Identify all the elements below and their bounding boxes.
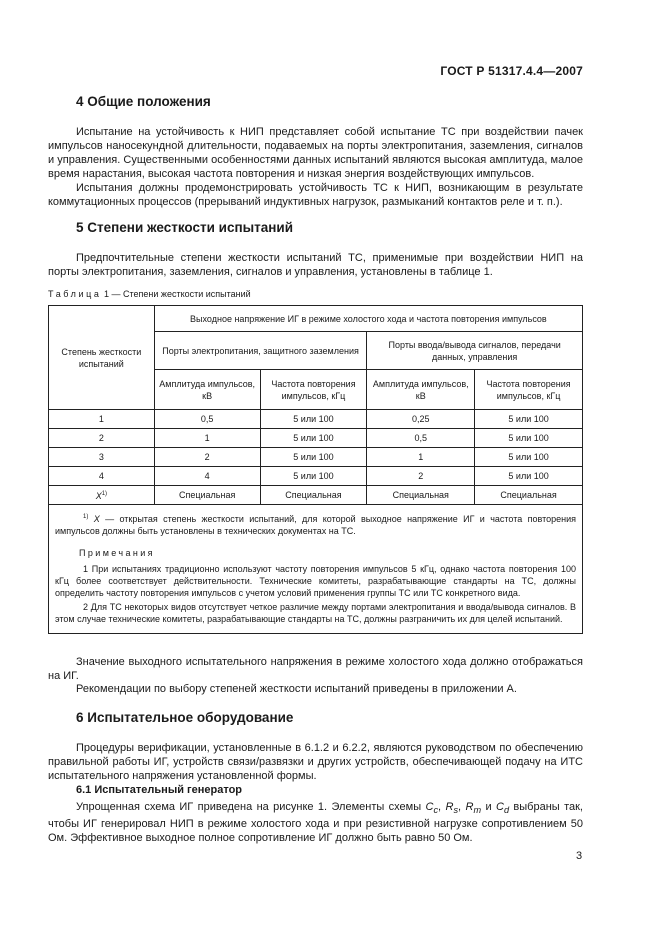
section-5-paragraph-2-text: Значение выходного испытательного напряжения в режиме холостого хода должно отображаться на ИГ. [48,656,583,682]
separator: , [438,801,446,813]
section-6-paragraph-1 [48,741,583,783]
table-cell: Специальная [367,486,475,505]
section-5-paragraph-1-text: Предпочтительные степени жесткости испытаний ТС, применимые при воздействии НИП на порты электропитания, заземления, сигналов и управления, установлены в таблице 1. [48,252,583,278]
document-code: ГОСТ Р 51317.4.4—2007 [440,64,583,78]
header-power-ports: Порты электропитания, защитного заземления [154,332,367,370]
table-cell: Специальная [260,486,367,505]
table-cell: 1 [154,429,260,448]
section-5-paragraph-2 [48,655,583,683]
symbol-cd: C [496,801,504,813]
section-4-paragraph-2-text: Испытания должны продемонстрировать устойчивость ТС к НИП, возникающим в результате коммутационных процессов (прерываний индуктивных нагрузок, размыканий контактов реле и т. п.). [48,182,583,208]
footnote-x: X [93,514,100,524]
table-cell: 0,25 [367,410,475,429]
header-frequency-signal: Частота повторения импульсов, кГц [475,370,583,410]
section-5-title: 5 Степени жесткости испытаний [76,220,294,235]
table-caption-text: 1 — Степени жесткости испытаний [104,289,251,299]
table-cell: 1 [367,448,475,467]
section-6-title: 6 Испытательное оборудование [76,710,294,725]
table-cell: 2 [367,467,475,486]
note-1-text: 1 При испытаниях традиционно используют частоту повторения импульсов 5 кГц, однако частота повторения 100 кГц более соответствует действительности. Технические комитеты, разрабатывающие стандарты на ТС, должны определить частоту повторения импульсов с учетом условий применения группы ТС или ТС конкретного вида. [55,564,576,598]
symbol-rs-sub: s [453,805,459,816]
symbol-rm-sub: m [473,805,482,816]
table-cell: 4 [49,467,155,486]
table-cell: 5 или 100 [475,429,583,448]
table-cell: Специальная [154,486,260,505]
header-amplitude-signal: Амплитуда импульсов, кВ [367,370,475,410]
section-5-paragraph-3 [48,682,583,696]
section-5-paragraph-1 [48,251,583,279]
section-4-paragraph-1 [48,125,583,181]
symbol-cc: C [425,801,434,813]
table-row [49,486,583,505]
symbol-rm: R [465,801,474,813]
table-cell: 5 или 100 [260,448,367,467]
table-cell: Специальная [475,486,583,505]
section-6-1-paragraph [48,800,583,845]
table-cell: 2 [154,448,260,467]
table-cell: 5 или 100 [260,429,367,448]
section-4-paragraph-1-text: Испытание на устойчивость к НИП представляет собой испытание ТС при воздействии пачек импульсов наносекундной длительности, подаваемых на порты электропитания, заземления, сигналов и управления. Существенными особенностями данных испытаний являются высокая амплитуда, малое время нарастания, высокая частота повторения и низкая энергия воздействующих импульсов. [48,126,583,180]
section-4-title: 4 Общие положения [76,94,211,109]
table-cell: 5 или 100 [260,467,367,486]
footnote-ref: 1) [101,491,108,497]
section-5-paragraph-3-text: Рекомендации по выбору степеней жесткости испытаний приведены в приложении А. [76,683,517,695]
page-number: 3 [576,850,583,862]
section-6-paragraph-1-text: Процедуры верификации, установленные в 6.1.2 и 6.2.2, являются руководством по обеспечению правильной работы ИГ, устройств связи/развязки и других устройств, обеспечивающей подачу на ИТС испытательного напряжения установленной формы. [48,742,583,782]
table-cell: 4 [154,467,260,486]
header-frequency-power: Частота повторения импульсов, кГц [260,370,367,410]
symbol-cc-sub: c [433,805,439,816]
table-footer [49,505,583,634]
header-main: Выходное напряжение ИГ в режиме холостого хода и частота повторения импульсов [154,306,582,332]
footnote-mark: 1) [83,514,89,520]
note-1 [49,561,582,599]
table-row [49,467,583,486]
table-caption-prefix: Таблица [48,289,102,299]
paragraph-text-b: выбраны так, чтобы ИГ генерировал НИП в режиме холостого хода и при резистивной нагрузке сопротивлением 50 Ом. Эффективное выходное полное сопротивление ИГ должно быть равно 50 Ом. [48,801,583,845]
note-2-text: 2 Для ТС некоторых видов отсутствует четкое различие между портами электропитания и ввода/вывода сигналов. В этом случае технические комитеты, разрабатывающие стандарты на ТС, должны разграничить их для целей испытаний. [55,602,576,624]
header-level: Степень жесткости испытаний [49,306,155,410]
table-cell: 0,5 [367,429,475,448]
table-cell-level-x [49,486,155,505]
table-cell: 0,5 [154,410,260,429]
table-cell: 3 [49,448,155,467]
table-row [49,429,583,448]
note-2 [49,599,582,625]
table-cell: 1 [49,410,155,429]
table-row [49,410,583,429]
footnote-text: — открытая степень жесткости испытаний, для которой выходное напряжение ИГ и частота повторения импульсов должны быть установлены в технических документах на ТС. [55,514,576,536]
separator: и [481,801,496,813]
table-cell: 5 или 100 [260,410,367,429]
table-1-caption [48,289,251,299]
table-row [49,448,583,467]
table-cell: 5 или 100 [475,410,583,429]
table-footnote [49,505,582,537]
subsection-6-1-title: 6.1 Испытательный генератор [76,784,243,796]
section-4-paragraph-2 [48,181,583,209]
table-cell: 5 или 100 [475,448,583,467]
table-cell: 2 [49,429,155,448]
symbol-rs: R [445,801,454,813]
header-signal-ports: Порты ввода/вывода сигналов, передачи данных, управления [367,332,583,370]
notes-title: Примечания [79,548,155,558]
table-1 [48,305,583,634]
level-x: X [95,491,102,501]
header-amplitude-power: Амплитуда импульсов, кВ [154,370,260,410]
table-cell: 5 или 100 [475,467,583,486]
symbol-cd-sub: d [503,805,510,816]
paragraph-text-a: Упрощенная схема ИГ приведена на рисунке 1. Элементы схемы [76,801,426,813]
separator: , [458,801,466,813]
